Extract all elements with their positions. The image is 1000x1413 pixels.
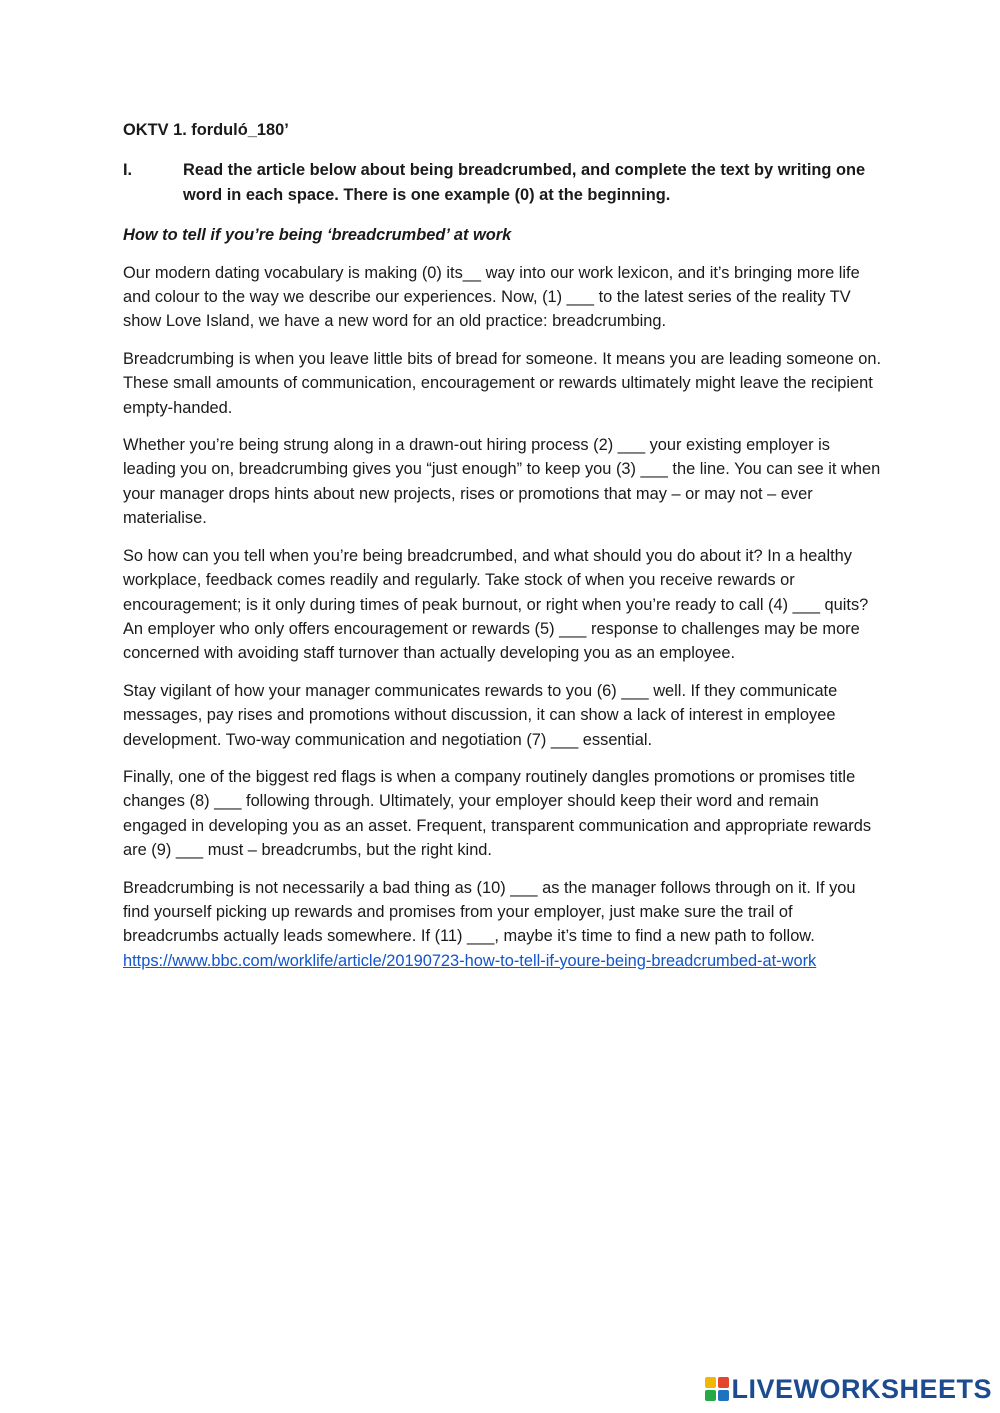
article-title: How to tell if you’re being ‘breadcrumbed’ at work (123, 226, 512, 245)
article-paragraph-5: Stay vigilant of how your manager communicates rewards to you (6) ___ well. If they communicate messages, pay rises and promotions without discussion, it can show a lack of interest in employee development. Two-way communication and negotiation (7) ___ essential. (123, 681, 838, 749)
article-paragraph-4: So how can you tell when you’re being breadcrumbed, and what should you do about it? In a healthy workplace, feedback comes readily and regularly. Take stock of when you receive rewards or encouragement; is it only during times of peak burnout, or right when you’re ready to call (4) ___ quits? An employer who only offers encouragement or rewards (5) ___ response to challenges may be more concerned with avoiding staff turnover than actually developing you as an employee. (123, 546, 869, 663)
task-instruction (123, 158, 883, 207)
article-paragraph-2: Breadcrumbing is when you leave little bits of bread for someone. It means you are leading someone on. These small amounts of communication, encouragement or rewards ultimately might leave the recipient empty-handed. (123, 349, 882, 417)
article-paragraph-3: Whether you’re being strung along in a drawn-out hiring process (2) ___ your existing employer is leading you on, breadcrumbing gives you “just enough” to keep you (3) ___ the line. You can see it when your manager drops hints about new projects, rises or promotions that may – or may not – ever materialise. (123, 436, 881, 528)
article-paragraph-7-text: Breadcrumbing is not necessarily a bad thing as (10) ___ as the manager follows through on it. If you find yourself picking up rewards and promises from your employer, just make sure the trail of breadcrumbs actually leads somewhere. If (11) ___, maybe it’s time to find a new path to follow. (123, 878, 856, 946)
liveworksheets-logo-icon (705, 1377, 729, 1401)
article-paragraph-7 (123, 876, 883, 974)
task-number: I. (123, 161, 133, 180)
source-link[interactable]: https://www.bbc.com/worklife/article/20190723-how-to-tell-if-youre-being-breadcrumbed-at-work (123, 951, 817, 970)
task-instruction-text: Read the article below about being breadcrumbed, and complete the text by writing one word in each space. There is one example (0) at the beginning. (183, 161, 866, 204)
article-paragraph-6: Finally, one of the biggest red flags is when a company routinely dangles promotions or promises title changes (8) ___ following through. Ultimately, your employer should keep their word and remain engaged in developing you as an asset. Frequent, transparent communication and appropriate rewards are (9) ___ must – breadcrumbs, but the right kind. (123, 767, 872, 860)
liveworksheets-logo (705, 1375, 992, 1403)
article-paragraph-1: Our modern dating vocabulary is making (0) its__ way into our work lexicon, and it’s bringing more life and colour to the way we describe our experiences. Now, (1) ___ to the latest series of the reality TV show Love Island, we have a new word for an old practice: breadcrumbing. (123, 263, 860, 331)
document-heading: OKTV 1. forduló_180’ (123, 121, 289, 139)
liveworksheets-logo-text: LIVEWORKSHEETS (731, 1373, 992, 1404)
worksheet-content (123, 118, 883, 973)
